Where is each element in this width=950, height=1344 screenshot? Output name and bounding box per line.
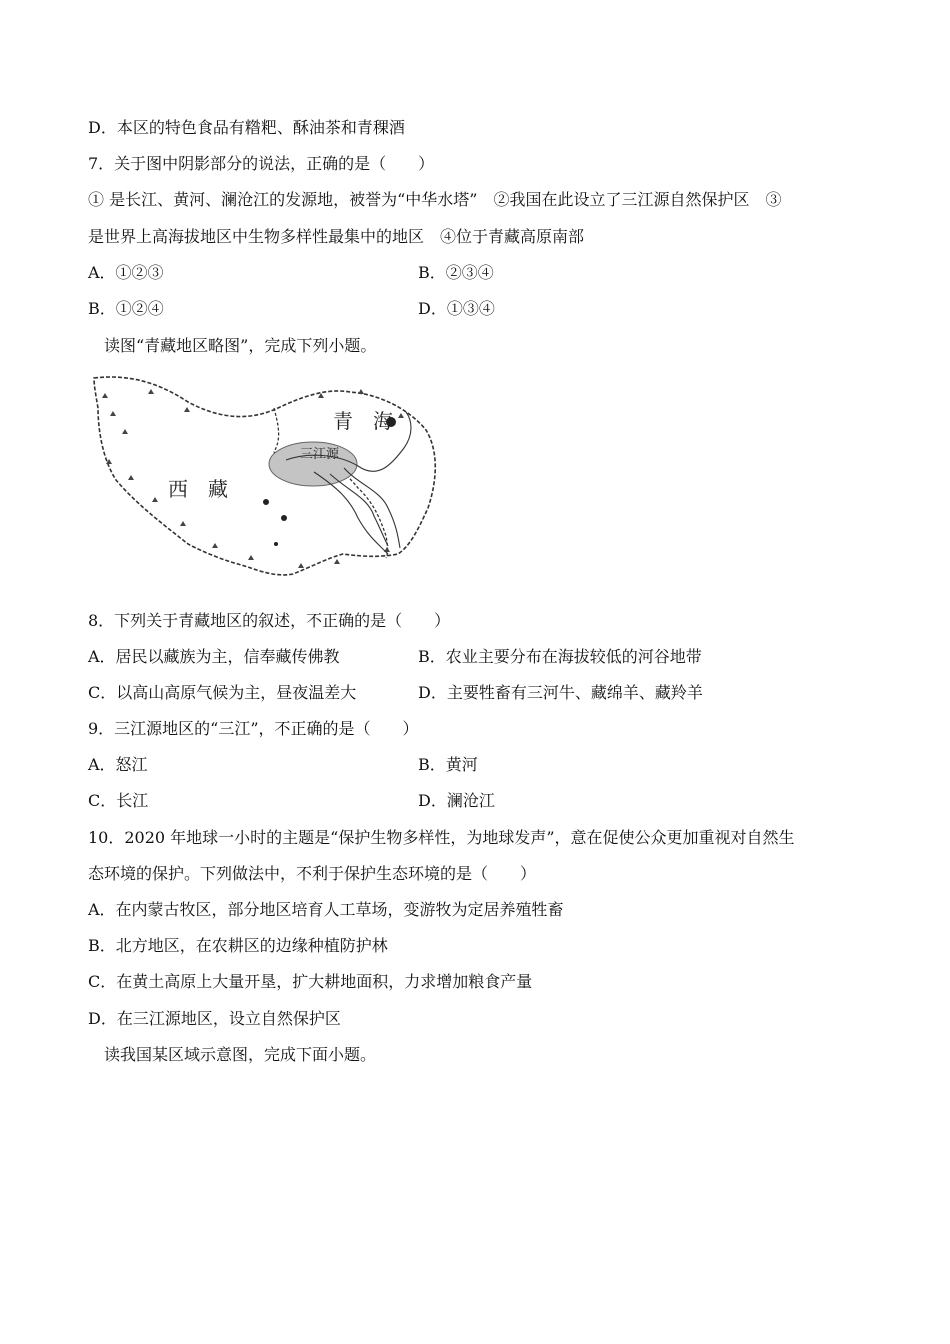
q10-option-b: B．北方地区，在农耕区的边缘种植防护林 <box>88 936 388 955</box>
q6-option-d: D．本区的特色食品有糌粑、酥油茶和青稞酒 <box>88 118 405 137</box>
map-label-qinghai: 青 海 <box>333 409 393 433</box>
q8-stem: 8．下列关于青藏地区的叙述，不正确的是（ ） <box>88 611 451 630</box>
map-intro: 读图“青藏地区略图”，完成下列小题。 <box>104 336 377 355</box>
q10-stem-line1: 10．2020 年地球一小时的主题是“保护生物多样性，为地球发声”，意在促使公众更加重视对自然生 <box>88 828 795 847</box>
q9-option-c: C．长江 <box>88 791 149 810</box>
q10-option-a: A．在内蒙古牧区，部分地区培育人工草场，变游牧为定居养殖牲畜 <box>88 900 564 919</box>
q10-stem-line2: 态环境的保护。下列做法中，不利于保护生态环境的是（ ） <box>88 864 537 883</box>
map-label-xizang: 西 藏 <box>168 477 228 501</box>
q8-option-d: D．主要牲畜有三河牛、藏绵羊、藏羚羊 <box>418 683 703 702</box>
q8-option-a: A．居民以藏族为主，信奉藏传佛教 <box>88 647 340 666</box>
q7-option-d: D．①③④ <box>418 299 495 318</box>
q7-option-a: A．①②③ <box>88 263 164 282</box>
q9-option-a: A．怒江 <box>88 755 148 774</box>
q10-option-c: C．在黄土高原上大量开垦，扩大耕地面积，力求增加粮食产量 <box>88 972 533 991</box>
map-boundary <box>94 377 435 575</box>
q8-option-c: C．以高山高原气候为主，昼夜温差大 <box>88 683 357 702</box>
qinghai-tibet-map <box>88 368 440 584</box>
q7-statements-line2: 是世界上高海拔地区中生物多样性最集中的地区 ④位于青藏高原南部 <box>88 227 585 246</box>
q7-option-b: B．②③④ <box>418 263 494 282</box>
q7-stem: 7．关于图中阴影部分的说法，正确的是（ ） <box>88 154 435 173</box>
q8-option-b: B．农业主要分布在海拔较低的河谷地带 <box>418 647 702 666</box>
next-section-intro: 读我国某区域示意图，完成下面小题。 <box>104 1045 377 1064</box>
q7-option-c: B．①②④ <box>88 299 164 318</box>
q9-stem: 9．三江源地区的“三江”，不正确的是（ ） <box>88 719 419 738</box>
q7-statements-line1: ① 是长江、黄河、澜沧江的发源地，被誉为“中华水塔” ②我国在此设立了三江源自然保护区 ③ <box>88 190 782 209</box>
q9-option-b: B．黄河 <box>418 755 478 774</box>
q9-option-d: D．澜沧江 <box>418 791 495 810</box>
q10-option-d: D．在三江源地区，设立自然保护区 <box>88 1009 341 1028</box>
map-label-sanjiangyuan: 三江源 <box>300 447 340 462</box>
